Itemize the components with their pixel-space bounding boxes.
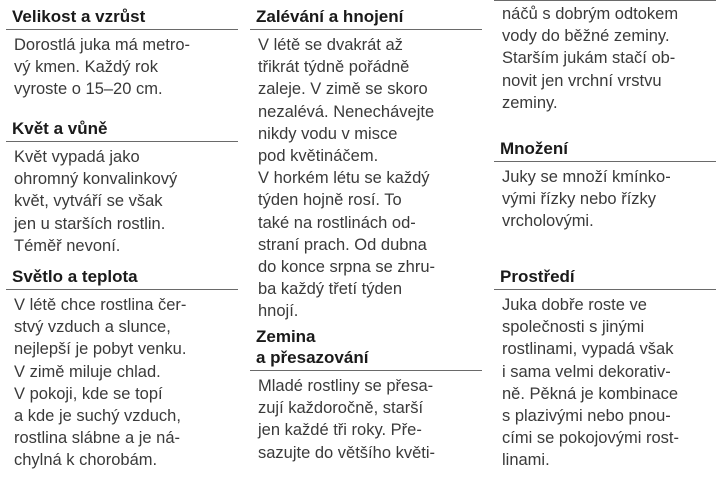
section-zalevani	[250, 6, 482, 323]
text-line: V zimě miluje chlad.	[14, 362, 161, 381]
text-line: straní prach. Od dubna	[258, 235, 427, 254]
text-line: vody do běžné zeminy.	[502, 27, 670, 46]
text-line: nejlepší je pobyt venku.	[14, 340, 187, 359]
section-zemina-continued	[494, 0, 716, 114]
text-line: hnojí.	[258, 302, 299, 321]
text-line: ohromný konvalinkový	[14, 170, 178, 189]
text-line: rostlina slábne a je ná-	[14, 429, 181, 448]
text-line: jen u starších rostlin.	[14, 214, 166, 233]
text-line: Květ vypadá jako	[14, 148, 140, 166]
text-line: V pokoji, kde se topí	[14, 384, 163, 403]
heading-line: Zemina	[256, 327, 316, 346]
section-heading: Světlo a teplota	[6, 266, 238, 290]
section-prostredi	[494, 266, 716, 472]
text-line: Dorostlá juka má metro-	[14, 36, 191, 54]
text-line: nezalévá. Nenechávejte	[258, 102, 435, 121]
section-body	[6, 34, 238, 101]
section-kvet	[6, 118, 238, 257]
text-line: náčů s dobrým odtokem	[502, 5, 679, 23]
text-line: vyroste o 15–20 cm.	[14, 80, 163, 99]
section-body	[494, 294, 716, 472]
section-heading: Velikost a vzrůst	[6, 6, 238, 30]
section-body	[250, 375, 482, 464]
heading-line: a přesazování	[256, 348, 369, 367]
text-line: nikdy vodu v misce	[258, 124, 398, 143]
section-body	[250, 34, 482, 323]
section-heading	[250, 326, 482, 371]
text-line: V horkém létu se každý	[258, 169, 430, 188]
section-velikost	[6, 6, 238, 101]
text-line: a kde je suchý vzduch,	[14, 407, 181, 426]
text-line: V létě se dvakrát až	[258, 36, 403, 54]
text-line: Mladé rostliny se přesa-	[258, 377, 434, 395]
text-line: chylná k chorobám.	[14, 451, 158, 470]
text-line: ba každý třetí týden	[258, 280, 402, 299]
text-line: Starším jukám stačí ob-	[502, 49, 676, 68]
text-line: sazujte do většího květi-	[258, 443, 436, 462]
text-line: s plazivými nebo pnou-	[502, 407, 671, 426]
text-line: pod květináčem.	[258, 147, 379, 166]
text-line: do konce srpna se zhru-	[258, 258, 436, 277]
section-body	[494, 166, 716, 233]
text-line: Juky se množí kmínko-	[502, 168, 671, 186]
text-line: třikrát týdně pořádně	[258, 58, 410, 77]
text-line: rostlinami, vypadá však	[502, 340, 674, 359]
text-line: ně. Pěkná je kombinace	[502, 384, 679, 403]
text-line: stvý vzduch a slunce,	[14, 318, 171, 337]
text-line: zeminy.	[502, 93, 558, 112]
section-mnozeni	[494, 138, 716, 233]
text-line: zaleje. V zimě se skoro	[258, 80, 428, 99]
section-svetlo	[6, 266, 238, 472]
text-line: vý kmen. Každý rok	[14, 58, 158, 77]
text-line: zují každoročně, starší	[258, 399, 424, 418]
section-heading: Květ a vůně	[6, 118, 238, 142]
section-heading: Zalévání a hnojení	[250, 6, 482, 30]
text-line: květ, vytváří se však	[14, 192, 163, 211]
section-heading: Množení	[494, 138, 716, 162]
text-line: cími se pokojovými rost-	[502, 429, 679, 448]
section-heading: Prostředí	[494, 266, 716, 290]
text-line: linami.	[502, 451, 550, 470]
text-line: také na rostlinách od-	[258, 213, 416, 232]
text-line: i sama velmi dekorativ-	[502, 362, 671, 381]
section-body	[6, 146, 238, 257]
text-line: vými řízky nebo řízky	[502, 190, 657, 209]
text-line: Téměř nevoní.	[14, 236, 121, 255]
text-line: vrcholovými.	[502, 212, 594, 231]
section-body	[494, 1, 716, 114]
text-line: novit jen vrchní vrstvu	[502, 71, 662, 90]
text-line: týden hojně rosí. To	[258, 191, 402, 210]
text-line: V létě chce rostlina čer-	[14, 296, 187, 314]
section-zemina	[250, 326, 482, 464]
text-line: Juka dobře roste ve	[502, 296, 647, 314]
section-body	[6, 294, 238, 472]
text-line: jen každé tři roky. Pře-	[258, 421, 422, 440]
text-line: společnosti s jinými	[502, 318, 645, 337]
